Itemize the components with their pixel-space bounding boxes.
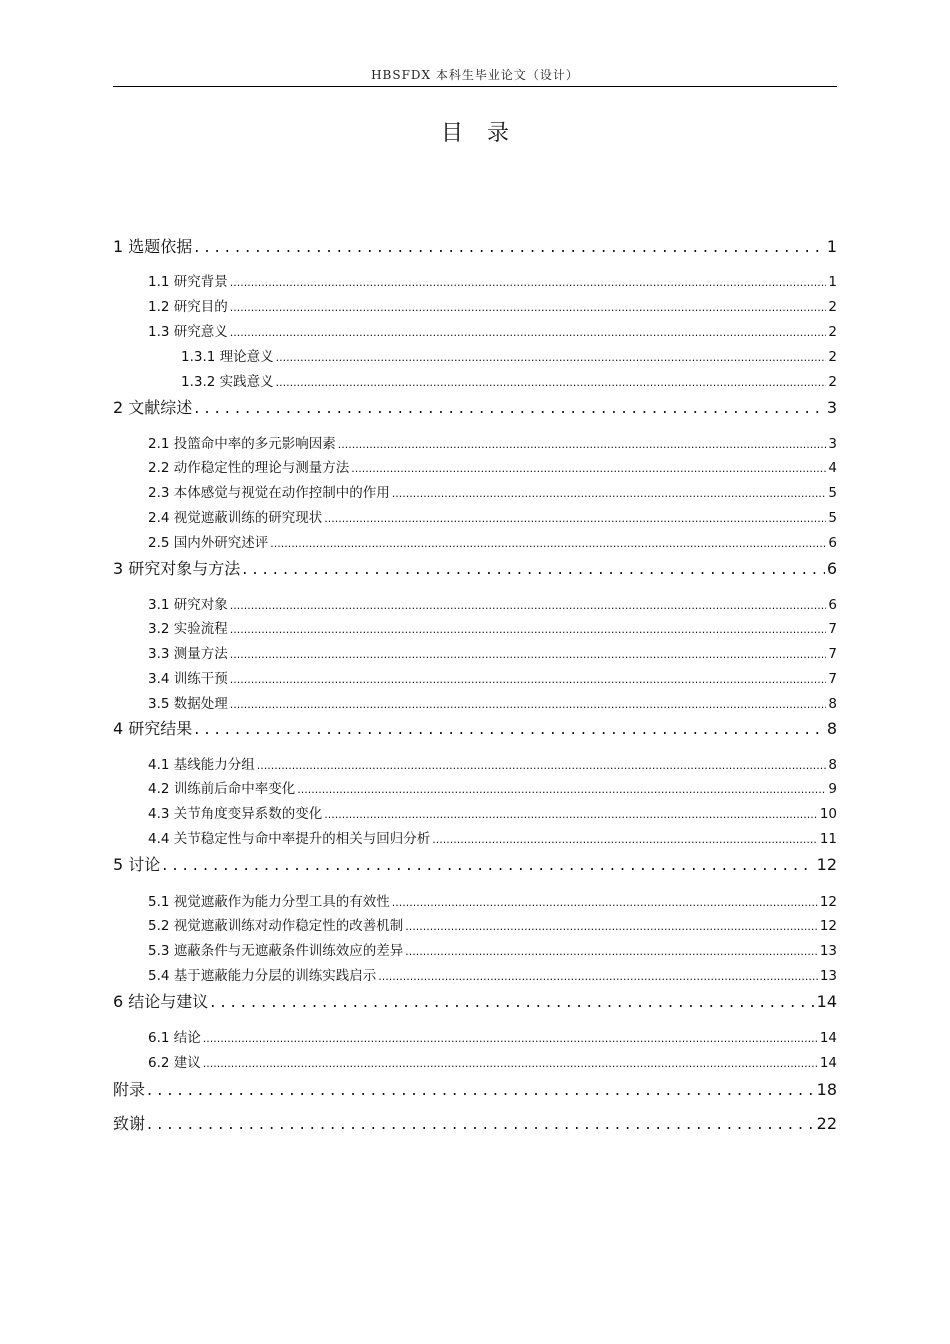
toc-dot-leader <box>270 535 826 551</box>
toc-entry-level-2[interactable] <box>148 802 837 822</box>
toc-page-number: 6 <box>828 535 837 551</box>
toc-page-number: 1 <box>826 237 837 256</box>
toc-dot-leader <box>230 621 827 637</box>
toc-dot-leader <box>338 436 827 452</box>
toc-dot-leader <box>392 485 827 501</box>
toc-entry-label: 附录 <box>113 1080 146 1099</box>
toc-dot-leader <box>405 943 818 959</box>
toc-entry-label: 3.5 数据处理 <box>148 696 228 712</box>
toc-entry-level-3[interactable] <box>181 345 837 365</box>
toc-entry-level-2[interactable] <box>148 432 837 452</box>
toc-entry-level-1[interactable] <box>113 852 837 876</box>
toc-dot-leader <box>194 398 825 417</box>
toc-entry-label: 6 结论与建议 <box>113 992 209 1011</box>
toc-entry-label: 1.2 研究目的 <box>148 299 228 315</box>
toc-entry-level-2[interactable] <box>148 914 837 934</box>
toc-page-number: 3 <box>826 398 837 417</box>
toc-dot-leader <box>405 918 818 934</box>
toc-entry-level-3[interactable] <box>181 370 837 390</box>
toc-entry-label: 2.4 视觉遮蔽训练的研究现状 <box>148 510 323 526</box>
toc-entry-label: 4.3 关节角度变异系数的变化 <box>148 806 323 822</box>
toc-entry-level-2[interactable] <box>148 939 837 959</box>
toc-entry-label: 2 文献综述 <box>113 398 193 417</box>
toc-entry-label: 3 研究对象与方法 <box>113 559 241 578</box>
toc-entry-label: 3.4 训练干预 <box>148 671 228 687</box>
toc-entry-level-2[interactable] <box>148 827 837 847</box>
toc-entry-level-2[interactable] <box>148 667 837 687</box>
toc-entry-label: 3.1 研究对象 <box>148 597 228 613</box>
toc-title: 目录 <box>440 121 533 146</box>
toc-entry-label: 5 讨论 <box>113 855 161 874</box>
toc-dot-leader <box>324 510 826 526</box>
toc-entry-label: 4.2 训练前后命中率变化 <box>148 781 296 797</box>
toc-entry-level-1[interactable] <box>113 234 837 258</box>
toc-entry-level-2[interactable] <box>148 320 837 340</box>
toc-dot-leader <box>432 831 818 847</box>
toc-entry-level-2[interactable] <box>148 1026 837 1046</box>
toc-dot-leader <box>194 719 825 738</box>
toc-entry-level-2[interactable] <box>148 506 837 526</box>
toc-entry-label: 3.3 测量方法 <box>148 646 228 662</box>
header-rule <box>113 86 837 87</box>
toc-page-number: 5 <box>828 510 837 526</box>
toc-entry-level-2[interactable] <box>148 1051 837 1071</box>
toc-page-number: 2 <box>828 324 837 340</box>
toc-dot-leader <box>230 324 827 340</box>
toc-entry-level-2[interactable] <box>148 642 837 662</box>
toc-page-number: 7 <box>828 621 837 637</box>
toc-entry-level-2[interactable] <box>148 593 837 613</box>
toc-page-number: 22 <box>816 1114 837 1133</box>
toc-entry-label: 1.1 研究背景 <box>148 274 228 290</box>
toc-dot-leader <box>230 274 827 290</box>
toc-dot-leader <box>203 1030 818 1046</box>
toc-page-number: 6 <box>826 559 837 578</box>
toc-page-number: 7 <box>828 671 837 687</box>
toc-dot-leader <box>230 646 827 662</box>
toc-entry-label: 4.1 基线能力分组 <box>148 757 255 773</box>
toc-dot-leader <box>147 1114 815 1133</box>
toc-entry-level-1[interactable] <box>113 1111 837 1135</box>
toc-entry-level-2[interactable] <box>148 531 837 551</box>
toc-entry-level-2[interactable] <box>148 777 837 797</box>
toc-dot-leader <box>230 696 827 712</box>
toc-entry-label: 2.5 国内外研究述评 <box>148 535 269 551</box>
toc-entry-label: 1.3 研究意义 <box>148 324 228 340</box>
toc-page-number: 14 <box>819 1055 837 1071</box>
toc-page-number: 5 <box>828 485 837 501</box>
toc-page-number: 10 <box>819 806 837 822</box>
toc-page-number: 11 <box>819 831 837 847</box>
toc-page-number: 2 <box>828 374 837 390</box>
page-header: HBSFDX 本科生毕业论文（设计） <box>371 68 579 82</box>
toc-dot-leader <box>242 559 825 578</box>
toc-dot-leader <box>230 671 827 687</box>
toc-dot-leader <box>194 237 825 256</box>
toc-dot-leader <box>230 597 827 613</box>
toc-entry-level-2[interactable] <box>148 270 837 290</box>
toc-entry-label: 1.3.2 实践意义 <box>181 374 274 390</box>
toc-page-number: 18 <box>816 1080 837 1099</box>
toc-page-number: 8 <box>828 757 837 773</box>
toc-entry-level-2[interactable] <box>148 753 837 773</box>
toc-dot-leader <box>276 374 827 390</box>
toc-page-number: 2 <box>828 349 837 365</box>
toc-entry-label: 致谢 <box>113 1114 146 1133</box>
toc-entry-label: 1.3.1 理论意义 <box>181 349 274 365</box>
toc-dot-leader <box>257 757 827 773</box>
toc-entry-level-2[interactable] <box>148 295 837 315</box>
toc-entry-level-2[interactable] <box>148 481 837 501</box>
toc-page-number: 8 <box>826 719 837 738</box>
toc-entry-label: 5.3 遮蔽条件与无遮蔽条件训练效应的差异 <box>148 943 404 959</box>
toc-dot-leader <box>210 992 814 1011</box>
toc-dot-leader <box>324 806 818 822</box>
toc-entry-level-1[interactable] <box>113 716 837 740</box>
toc-dot-leader <box>392 894 818 910</box>
toc-entry-label: 1 选题依据 <box>113 237 193 256</box>
toc-entry-label: 2.1 投篮命中率的多元影响因素 <box>148 436 336 452</box>
toc-entry-label: 2.2 动作稳定性的理论与测量方法 <box>148 460 350 476</box>
toc-page-number: 14 <box>816 992 837 1011</box>
toc-dot-leader <box>147 1080 815 1099</box>
toc-dot-leader <box>297 781 826 797</box>
toc-entry-level-1[interactable] <box>113 395 837 419</box>
toc-entry-label: 6.2 建议 <box>148 1055 201 1071</box>
toc-page-number: 12 <box>819 894 837 910</box>
toc-entry-label: 3.2 实验流程 <box>148 621 228 637</box>
toc-dot-leader <box>276 349 827 365</box>
toc-page-number: 3 <box>828 436 837 452</box>
toc-entry-level-2[interactable] <box>148 692 837 712</box>
toc-dot-leader <box>378 968 818 984</box>
toc-page-number: 1 <box>828 274 837 290</box>
toc-page-number: 9 <box>828 781 837 797</box>
toc-entry-label: 5.4 基于遮蔽能力分层的训练实践启示 <box>148 968 377 984</box>
toc-entry-label: 5.2 视觉遮蔽训练对动作稳定性的改善机制 <box>148 918 404 934</box>
toc-entry-level-2[interactable] <box>148 617 837 637</box>
toc-dot-leader <box>203 1055 818 1071</box>
toc-entry-level-2[interactable] <box>148 964 837 984</box>
toc-entry-label: 5.1 视觉遮蔽作为能力分型工具的有效性 <box>148 894 390 910</box>
toc-page-number: 12 <box>819 918 837 934</box>
toc-entry-level-1[interactable] <box>113 1077 837 1101</box>
toc-page-number: 13 <box>819 968 837 984</box>
toc-entry-label: 6.1 结论 <box>148 1030 201 1046</box>
toc-entry-level-1[interactable] <box>113 556 837 580</box>
toc-dot-leader <box>162 855 814 874</box>
toc-page-number: 13 <box>819 943 837 959</box>
toc-entry-label: 4.4 关节稳定性与命中率提升的相关与回归分析 <box>148 831 431 847</box>
toc-entry-level-2[interactable] <box>148 456 837 476</box>
toc-entry-label: 2.3 本体感觉与视觉在动作控制中的作用 <box>148 485 390 501</box>
toc-entry-level-1[interactable] <box>113 989 837 1013</box>
toc-page-number: 8 <box>828 696 837 712</box>
toc-page-number: 7 <box>828 646 837 662</box>
toc-page-number: 12 <box>816 855 837 874</box>
toc-dot-leader <box>351 460 826 476</box>
toc-page-number: 4 <box>828 460 837 476</box>
toc-page-number: 6 <box>828 597 837 613</box>
toc-page-number: 2 <box>828 299 837 315</box>
toc-page-number: 14 <box>819 1030 837 1046</box>
toc-dot-leader <box>230 299 827 315</box>
toc-entry-label: 4 研究结果 <box>113 719 193 738</box>
toc-entry-level-2[interactable] <box>148 890 837 910</box>
